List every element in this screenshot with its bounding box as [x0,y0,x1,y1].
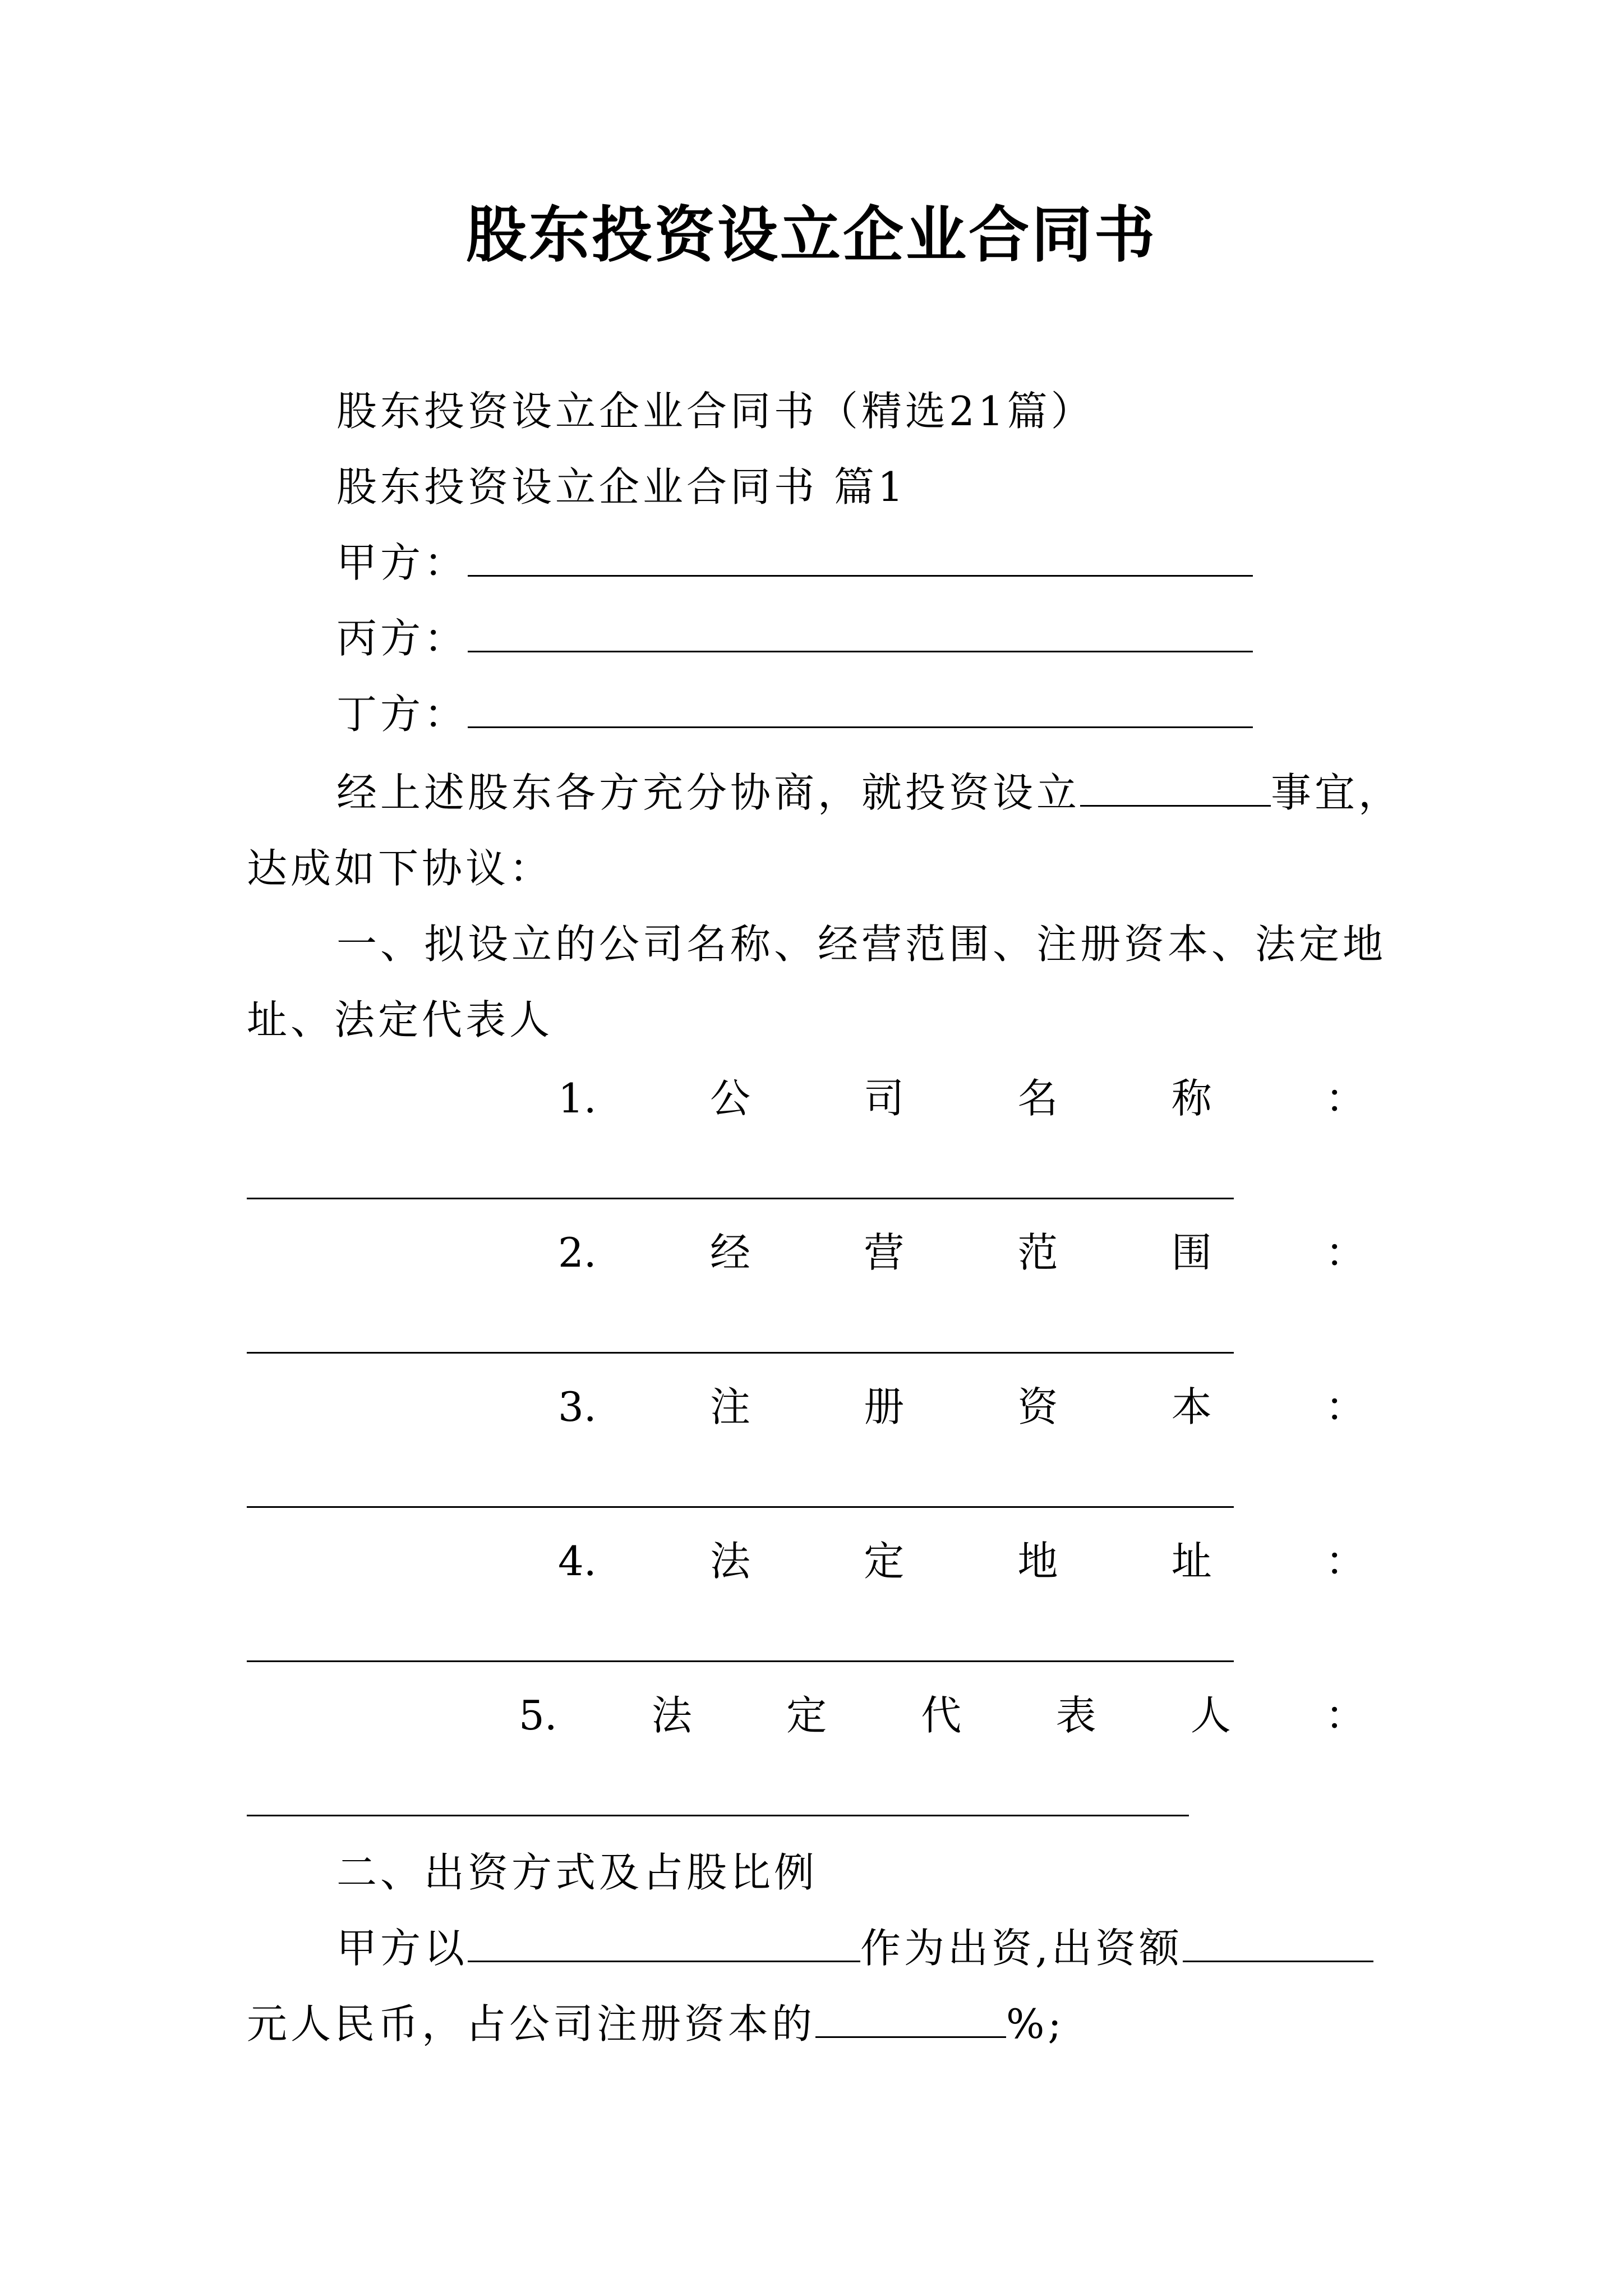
item-char: 本 [1171,1383,1212,1430]
item-char: 称 [1171,1075,1212,1122]
item-colon: ： [1325,1538,1366,1585]
legal-address-blank[interactable] [247,1660,1234,1662]
item-char: 范 [1017,1229,1058,1276]
item-char: 人 [1190,1692,1231,1739]
party-a-line [336,539,1253,587]
intro-line-1 [336,769,1402,817]
party-a-label: 甲方： [336,539,468,586]
clause2-line-2 [247,2000,1065,2048]
item-char: 代 [921,1692,962,1739]
contribution-amount-blank[interactable] [1183,1924,1373,1962]
document-subtitle: 股东投资设立企业合同书（精选21篇） [336,388,1095,435]
item-char: 表 [1055,1692,1096,1739]
company-name-blank[interactable] [247,1198,1234,1199]
intro-text-2: 事宜， [1271,769,1403,816]
item-number: 2. [558,1229,597,1276]
party-a-blank[interactable] [468,539,1253,577]
intro-text-1: 经上述股东各方充分协商，就投资设立 [336,769,1081,816]
party-d-blank[interactable] [468,690,1253,728]
item-char: 定 [864,1538,905,1585]
company-blank[interactable] [1080,769,1271,807]
item-colon: ： [1325,1075,1366,1122]
item-legal-address [558,1537,1366,1585]
item-legal-representative [519,1691,1366,1740]
item-number: 3. [558,1383,597,1430]
document-title: 股东投资设立企业合同书 [465,200,1157,270]
item-char: 地 [1017,1538,1058,1585]
contribution-form-blank[interactable] [468,1924,860,1962]
item-char: 围 [1171,1229,1212,1276]
item-char: 经 [709,1229,750,1276]
item-colon: ： [1325,1229,1366,1276]
item-company-name [558,1074,1366,1122]
item-char: 法 [709,1538,750,1585]
party-c-line [336,614,1253,662]
intro-line-2: 达成如下协议： [247,845,554,892]
item-colon: ： [1325,1692,1366,1739]
party-d-line [336,690,1253,738]
item-char: 营 [864,1229,905,1276]
clause1-line-2: 址、法定代表人 [247,996,554,1043]
party-c-blank[interactable] [468,614,1253,652]
item-char: 司 [864,1075,905,1122]
item-char: 公 [709,1075,750,1122]
item-colon: ： [1325,1383,1366,1430]
item-registered-capital [558,1383,1366,1431]
legal-representative-blank[interactable] [247,1815,1189,1816]
section-heading: 股东投资设立企业合同书 篇1 [336,463,907,510]
item-number: 5. [519,1692,557,1739]
business-scope-blank[interactable] [247,1352,1234,1354]
clause2-line-1 [336,1924,1373,1972]
item-char: 注 [709,1383,750,1430]
item-business-scope [558,1228,1366,1277]
item-char: 定 [786,1692,827,1739]
share-percentage-blank[interactable] [815,2000,1006,2038]
clause2-text-4: %; [1006,2000,1065,2047]
item-char: 名 [1017,1075,1058,1122]
item-number: 4. [558,1538,597,1585]
item-char: 法 [651,1692,692,1739]
item-char: 册 [864,1383,905,1430]
party-c-label: 丙方： [336,615,468,662]
clause1-line-1: 一、拟设立的公司名称、经营范围、注册资本、法定地 [336,921,1387,968]
item-number: 1. [558,1075,597,1122]
clause2-text-2: 作为出资,出资额 [860,1925,1183,1972]
item-char: 址 [1171,1538,1212,1585]
registered-capital-blank[interactable] [247,1506,1234,1508]
clause2-heading: 二、出资方式及占股比例 [336,1849,818,1896]
item-char: 资 [1017,1383,1058,1430]
clause2-text-1: 甲方以 [336,1925,468,1972]
clause2-text-3: 元人民币，占公司注册资本的 [247,2000,816,2047]
party-d-label: 丁方： [336,691,468,738]
